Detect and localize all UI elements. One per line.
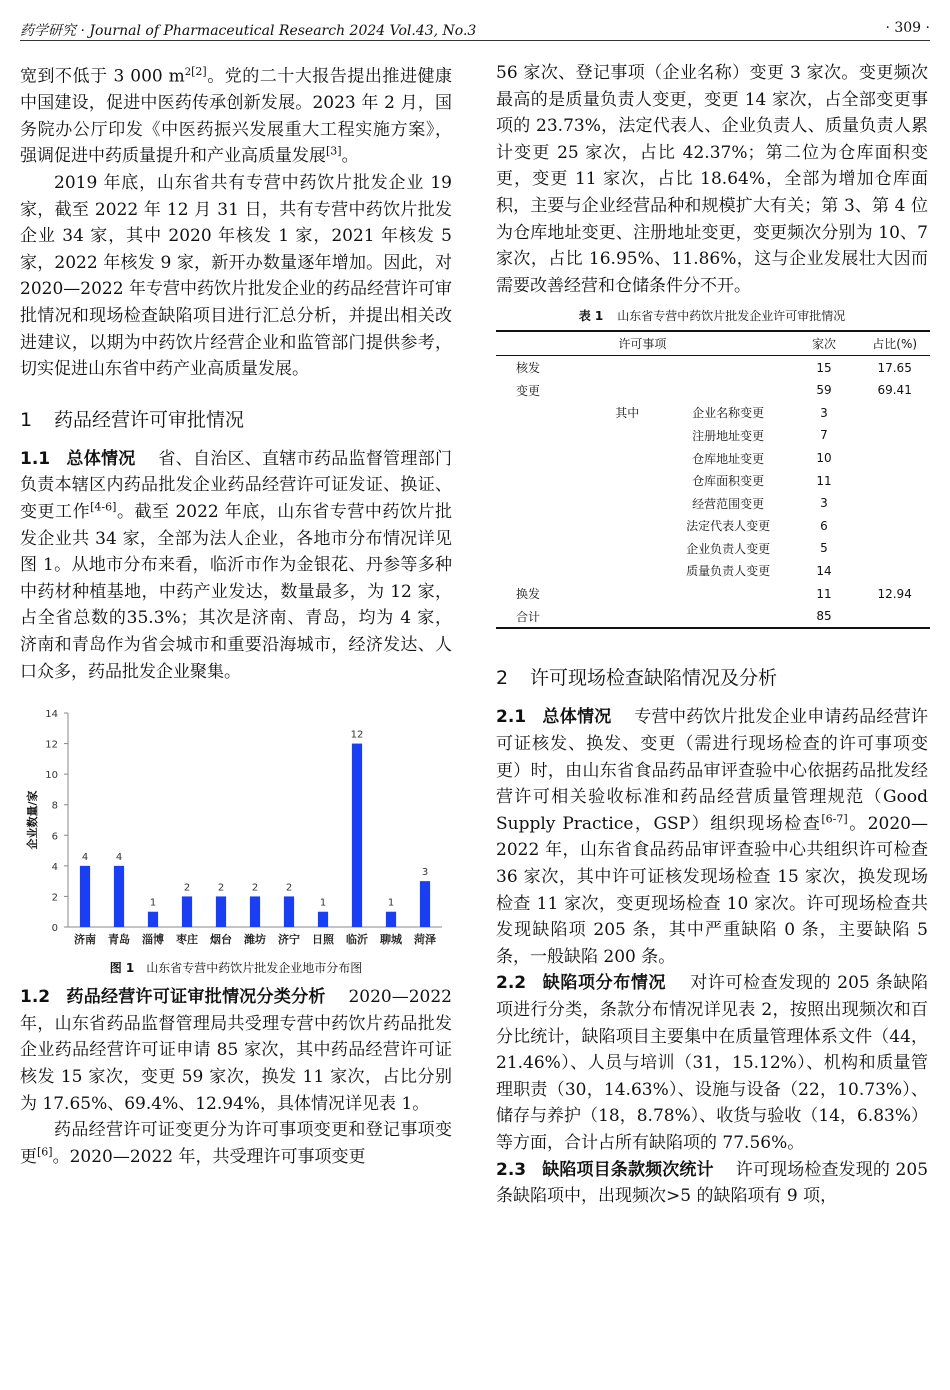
table-cell-c4: 5 [820,541,828,556]
table-cell-c5 [859,537,930,560]
table-cell-c2 [587,582,668,605]
paragraph-change-types: 药品经营许可证变更分为许可事项变更和登记事项变更[6]。2020—2022 年，共受理许可事项变更 [20,1120,452,1167]
y-tick-label: 4 [51,861,58,873]
data-label: 4 [81,851,89,863]
bar-潍坊 [250,897,260,928]
table-cell-c4: 6 [820,518,828,533]
chart-svg [20,695,452,955]
table-cell-c2 [587,537,668,560]
table-cell-c2 [587,469,668,492]
table-row [496,492,930,515]
figure-1-bar-chart [20,695,452,955]
table-1 [496,330,930,629]
table-cell-c1 [496,424,587,447]
x-tick-label: 菏泽 [414,933,436,947]
table-cell-c5 [859,605,930,629]
y-tick-label: 8 [51,800,58,812]
table-row [496,560,930,583]
table-row [496,379,930,402]
section-1-2: 1.2 药品经营许可证审批情况分类分析 2020—2022 年，山东省药品监督管理局共受理专营中药饮片药品批发企业药品经营许可证申请 85 家次，其中药品经营许可证核发 15 家次，变更 59 家次，换发 11 家次，占比分别为 17.65%、69.4%、12.94%，具体情况详见表 1。 [20,987,452,1114]
table-row [496,447,930,470]
section-1-1: 1.1 总体情况 省、自治区、直辖市药品监督管理部门负责本辖区内药品批发企业药品经营许可证发证、换证、变更工作[4-6]。截至 2022 年底，山东省专营中药饮片批发企业共 34 家，全部为法人企业，各地市分布情况详见图 1。从地市分布来看，临沂市作为金银花、丹参等多种中药材种植基地，中药产业发达，数量最多，为 12 家，占全省总数的35.3%；其次是济南、青岛，均为 4 家，济南和青岛作为省会城市和重要沿海城市，经济发达、人口众多，药品批发企业聚集。 [20,448,453,682]
table-cell-c4: 14 [816,563,832,578]
table-row [496,402,930,425]
x-tick-label: 枣庄 [176,933,198,947]
bar-青岛 [114,866,124,927]
right-column [496,60,928,1210]
section-2-heading: 2 许可现场检查缺陷情况及分析 [496,667,778,690]
table-cell-c3 [668,379,789,402]
table-cell-c3: 法定代表人变更 [686,519,771,534]
bar-聊城 [386,912,396,927]
y-tick-label: 10 [45,770,58,782]
table-cell-c5 [859,447,930,470]
table-cell-c2 [587,447,668,470]
y-tick-label: 14 [45,709,58,721]
section-2-2: 2.2 缺陷项分布情况 对许可检查发现的 205 条缺陷项进行分类，条款分布情况详见表 2，按照出现频次和百分比统计，缺陷项目主要集中在质量管理体系文件（44，21.46%）、人员与培训（31，15.12%）、机构和质量管理职责（30，14.63%）、设施与设备（22，10.73%）、储存与养护（18，8.78%）、收货与验收（14，6.83%）等方面，合计占所有缺陷项的 77.56%。 [496,973,928,1153]
table-cell-c1: 核发 [516,361,541,376]
data-label: 3 [421,867,429,879]
data-label: 2 [183,882,191,894]
table-header-row [496,331,930,356]
table-cell-c4: 85 [816,609,832,624]
figure-1-caption: 图 1 山东省专营中药饮片批发企业地市分布图 [109,961,363,976]
table-cell-c3 [668,605,789,629]
table-cell-c3 [668,356,789,379]
data-label: 1 [319,897,327,909]
table-cell-c2 [587,379,668,402]
table-cell-c5 [859,402,930,425]
table-cell-c3 [668,582,789,605]
paragraph-intro-end: 宽到不低于 3 000 m$^{2[2]}$。党的二十大报告提出推进健康中国建设，促进中医药传承创新发展。2023 年 2 月，国务院办公厅印发《中医药振兴发展重大工程实施方案》，强调促进中药质量提升和产业高质量发展[3]。 [20,65,452,167]
table-cell-c3: 仓库地址变更 [692,451,765,466]
table-row [496,537,930,560]
section-2-3: 2.3 缺陷项目条款频次统计 许可现场检查发现的 205 条缺陷项中，出现频次>5 的缺陷项有 9 项， [496,1159,929,1207]
table-cell-c1 [496,492,587,515]
data-label: 12 [350,729,364,741]
x-tick-label: 日照 [312,933,334,947]
table-cell-c1 [496,402,587,425]
data-label: 2 [217,882,225,894]
table-cell-c4: 10 [816,451,832,466]
table-cell-c4: 3 [820,405,828,420]
left-column [20,60,452,1170]
y-tick-label: 12 [45,739,58,751]
table-cell-c3: 质量负责人变更 [686,564,771,579]
table-cell-c3: 经营范围变更 [692,496,765,511]
table-cell-c5: 12.94 [877,586,912,601]
y-tick-label: 2 [51,892,58,904]
table-cell-c2 [587,356,668,379]
table-row [496,469,930,492]
table-cell-c1: 合计 [516,609,541,624]
section-1-heading: 1 药品经营许可审批情况 [20,408,245,431]
table-cell-c2 [587,560,668,583]
y-tick-label: 0 [51,923,58,935]
bar-菏泽 [420,881,430,927]
table-cell-c3: 企业名称变更 [692,406,765,421]
table-cell-c1 [496,447,587,470]
table-cell-c1 [496,537,587,560]
data-label: 1 [149,897,157,909]
table-header-count: 家次 [789,331,860,356]
paragraph-background: 2019 年底，山东省共有专营中药饮片批发企业 19 家，截至 2022 年 12 月 31 日，共有专营中药饮片批发企业 34 家，其中 2020 年核发 1 家，2021 年核发 5 家，2022 年核发 9 家，新开办数量逐年增加。因此，对 2020—2022 年专营中药饮片批发企业的药品经营许可审批情况和现场检查缺陷项目进行汇总分析，并提出相关改进建议，以期为中药饮片经营企业和监管部门提供参考，切实促进山东省中药产业高质量发展。 [20,173,452,380]
data-label: 2 [251,882,259,894]
table-cell-c1 [496,515,587,538]
table-cell-c4: 11 [816,586,832,601]
table-row [496,356,930,379]
x-tick-label: 济宁 [278,933,300,947]
table-cell-c2 [587,515,668,538]
bar-济宁 [284,897,294,928]
table-cell-c5: 17.65 [877,360,912,375]
table-cell-c4: 11 [816,473,832,488]
bar-济南 [80,866,90,927]
table-header-item: 许可事项 [496,331,789,356]
table-cell-c5 [859,469,930,492]
bar-日照 [318,912,328,927]
table-cell-c2: 其中 [615,406,640,421]
table-cell-c1: 变更 [516,383,541,398]
table-cell-c4: 15 [816,360,832,375]
y-axis-label: 企业数量/家 [26,790,39,850]
table-cell-c5 [859,560,930,583]
x-tick-label: 济南 [74,933,96,947]
x-tick-label: 青岛 [108,933,130,947]
table-cell-c2 [587,605,668,629]
x-tick-label: 临沂 [346,933,368,947]
table-cell-c3: 企业负责人变更 [686,541,771,556]
journal-title: 药学研究 · Journal of Pharmaceutical Research 2024 Vol.43, No.3 [20,23,477,39]
table-cell-c5 [859,492,930,515]
table-cell-c1 [496,469,587,492]
x-tick-label: 淄博 [142,933,164,947]
paragraph-change-stats: 56 家次、登记事项（企业名称）变更 3 家次。变更频次最高的是质量负责人变更，变更 14 家次，占全部变更事项的 23.73%，法定代表人、企业负责人、质量负责人累计变更 25 家次，占比 42.37%；第二位为仓库面积变更，变更 11 家次，占比 18.64%，全部为增加仓库面积，主要与企业经营品种和规模扩大有关；第 3、第 4 位为仓库地址变更、注册地址变更，变更频次分别为 10、7 家次，占比 16.95%、11.86%，这与企业发展壮大因而需要改善经营和仓储条件分不开。 [496,63,928,296]
table-header-ratio: 占比(%) [859,331,930,356]
x-tick-label: 聊城 [380,933,402,947]
table-row [496,515,930,538]
table-cell-c5 [859,424,930,447]
running-header [20,18,930,41]
table-cell-c1 [496,560,587,583]
table-row [496,605,930,629]
x-tick-label: 潍坊 [244,933,266,947]
table-cell-c2 [587,492,668,515]
table-cell-c4: 3 [820,496,828,511]
table-1-caption: 表 1 山东省专营中药饮片批发企业许可审批情况 [578,309,846,324]
bar-枣庄 [182,897,192,928]
table-cell-c3: 注册地址变更 [692,428,765,443]
bar-淄博 [148,912,158,927]
table-row [496,424,930,447]
table-cell-c1: 换发 [516,587,541,602]
data-label: 1 [387,897,395,909]
bar-烟台 [216,897,226,928]
bar-临沂 [352,744,362,927]
page-number: · 309 · [885,20,930,36]
x-tick-label: 烟台 [210,933,232,947]
y-tick-label: 6 [51,831,58,843]
table-cell-c2 [587,424,668,447]
data-label: 4 [115,851,123,863]
table-cell-c3: 仓库面积变更 [692,474,765,489]
table-cell-c5: 69.41 [877,383,912,398]
data-label: 2 [285,882,293,894]
section-2-1: 2.1 总体情况 专营中药饮片批发企业申请药品经营许可证核发、换发、变更（需进行现场检查的许可事项变更）时，由山东省食品药品审评查验中心依据药品批发经营许可相关验收标准和药品经营质量管理规范（Good Supply Practice，GSP）组织现场检查[6-7]。2020—2022 年，山东省食品药品审评查验中心共组织许可检查 36 家次，其中许可证核发现场检查 15 家次，换发现场检查 11 家次，变更现场检查 10 家次。许可现场检查共发现缺陷项 205 条，其中严重缺陷 0 条，主要缺陷 5 条，一般缺陷 200 条。 [496,707,928,967]
table-cell-c4: 59 [816,383,832,398]
table-cell-c5 [859,515,930,538]
table-row [496,582,930,605]
table-cell-c4: 7 [820,428,828,443]
